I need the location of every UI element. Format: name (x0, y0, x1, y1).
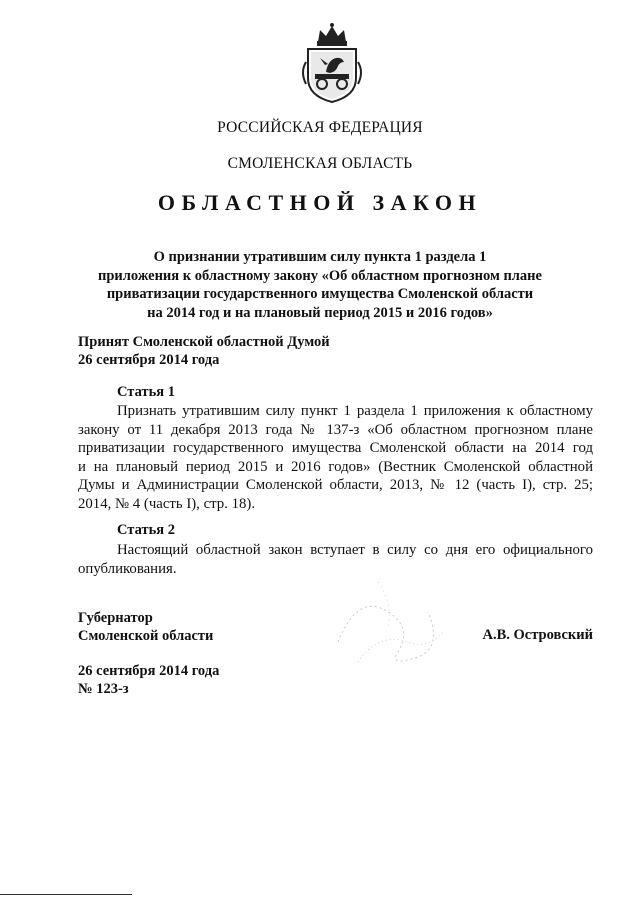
article1-line: Признать утратившим силу пункт 1 раздела 1 приложения к областному (117, 403, 593, 419)
country-name: РОССИЙСКАЯ ФЕДЕРАЦИЯ (217, 119, 423, 136)
article2-line: опубликования. (78, 560, 177, 577)
article1-line: закону от 11 декабря 2013 года № 137-з «Об областном прогнозном плане (78, 421, 593, 438)
signing-date: 26 сентября 2014 года (78, 663, 220, 679)
article1-line: Думы и Администрации Смоленской области, 2013, № 12 (часть I), стр. 25; (78, 477, 593, 493)
coat-of-arms-icon (298, 22, 366, 104)
article1-line: и на плановый период 2015 и 2016 годов» (Вестник Смоленской областной (78, 458, 593, 475)
article2-heading: Статья 2 (117, 522, 175, 538)
title-line: О признании утратившим силу пункта 1 раздела 1 (153, 249, 487, 265)
position-line: Смоленской области (78, 628, 214, 644)
footer-block (78, 662, 219, 698)
adoption-date: 26 сентября 2014 года (78, 352, 220, 368)
article1-line: приватизации государственного имущества Смоленской области на 2014 год (78, 440, 593, 456)
title-line: приложения к областному закону «Об областном прогнозном плане (98, 267, 542, 284)
position-line: Губернатор (78, 610, 153, 626)
title-line: приватизации государственного имущества Смоленской области (106, 286, 534, 302)
signature-image (318, 572, 458, 682)
article2-line: Настоящий областной закон вступает в силу со дня его официального (117, 542, 593, 558)
title-line: на 2014 год и на плановый период 2015 и 2016 годов» (147, 304, 493, 321)
article1-text (78, 402, 593, 513)
signatory-name: А.В. Островский (482, 627, 593, 643)
footnote-divider (0, 894, 132, 895)
document-type: ОБЛАСТНОЙ ЗАКОН (157, 190, 483, 215)
adoption-block (78, 333, 330, 369)
article1-line: 2014, № 4 (часть I), стр. 18). (78, 495, 256, 512)
signatory-position (78, 609, 213, 645)
article1-heading: Статья 1 (117, 384, 175, 400)
region-name: СМОЛЕНСКАЯ ОБЛАСТЬ (227, 155, 413, 172)
law-number: № 123-з (78, 681, 129, 697)
adoption-line: Принят Смоленской областной Думой (78, 334, 330, 350)
law-title (0, 248, 640, 322)
